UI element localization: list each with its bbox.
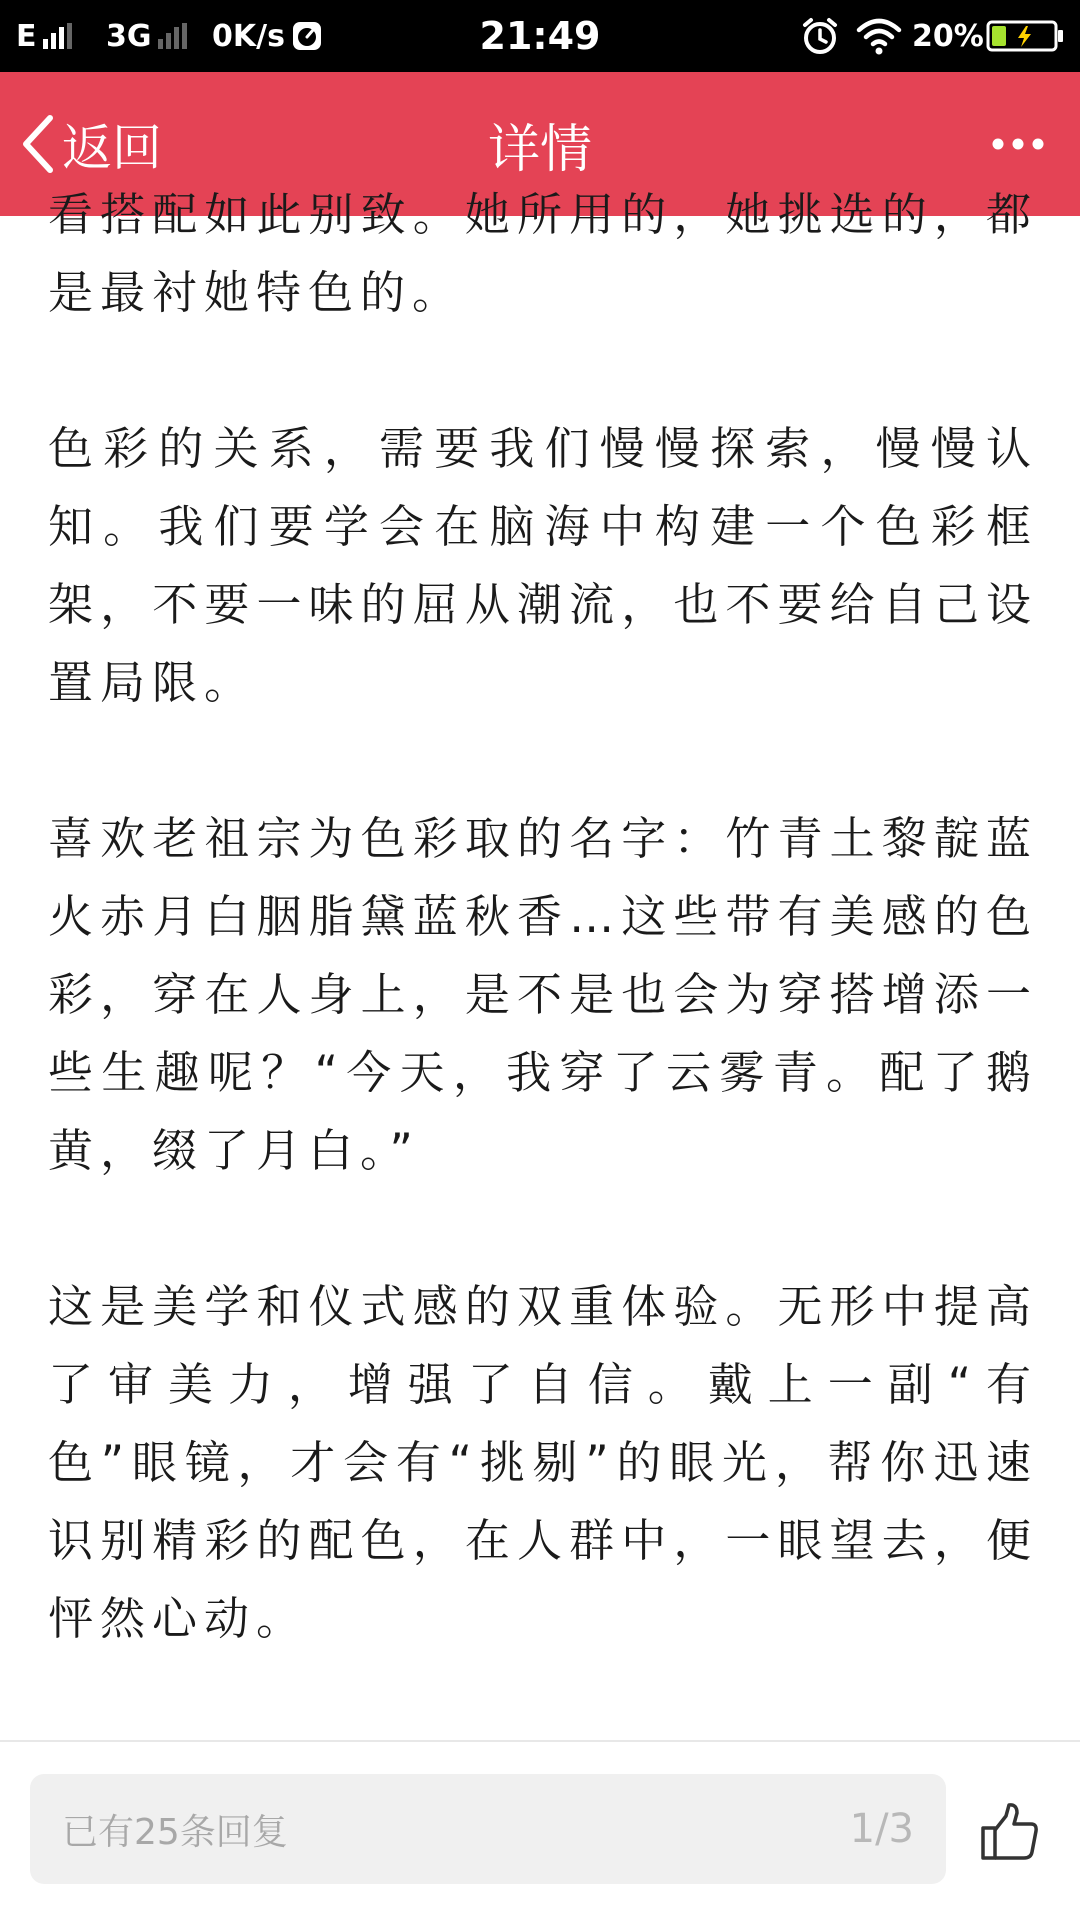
network-speed-label: 0K/s xyxy=(212,18,285,54)
bottom-bar xyxy=(0,1740,1080,1920)
status-bar xyxy=(0,0,1080,72)
page-title: 详情 xyxy=(487,119,592,180)
battery-charging-icon xyxy=(986,0,1066,72)
article-paragraph: 喜欢老祖宗为色彩取的名字：竹青土黎靛蓝火赤月白胭脂黛蓝秋香…这些带有美感的色彩，穿在人身上，是不是也会为穿搭增添一些生趣呢？“今天，我穿了云雾青。配了鹅黄，缀了月白。” xyxy=(48,812,1038,1177)
clock: 21:49 xyxy=(479,14,601,58)
reply-placeholder: 已有25条回复 xyxy=(62,1811,288,1853)
more-dots-icon xyxy=(990,136,1046,152)
article-paragraph: 色彩的关系，需要我们慢慢探索，慢慢认知。我们要学会在脑海中构建一个色彩框架，不要一味的屈从潮流，也不要给自己设置局限。 xyxy=(48,422,1038,709)
article-paragraph: 看搭配如此别致。她所用的，她挑选的，都是最衬她特色的。 xyxy=(48,188,1038,319)
wifi-icon xyxy=(856,0,902,72)
page-indicator: 1/3 xyxy=(849,1806,914,1852)
alarm-icon xyxy=(800,0,840,72)
network-type-label-2: 3G xyxy=(106,18,152,54)
article-body xyxy=(48,176,1038,1736)
like-button[interactable] xyxy=(964,1782,1056,1882)
battery-percent: 20% xyxy=(912,18,984,54)
chevron-left-icon xyxy=(18,112,58,176)
network-type-label: E xyxy=(16,18,37,54)
article-paragraph: 这是美学和仪式感的双重体验。无形中提高了审美力，增强了自信。戴上一副“有色”眼镜，才会有“挑剔”的眼光，帮你迅速识别精彩的配色，在人群中，一眼望去，便怦然心动。 xyxy=(48,1280,1038,1645)
reply-input[interactable] xyxy=(30,1774,946,1884)
article-content[interactable] xyxy=(0,188,1080,1740)
thumbs-up-icon xyxy=(979,1800,1041,1864)
back-label: 返回 xyxy=(62,119,162,177)
